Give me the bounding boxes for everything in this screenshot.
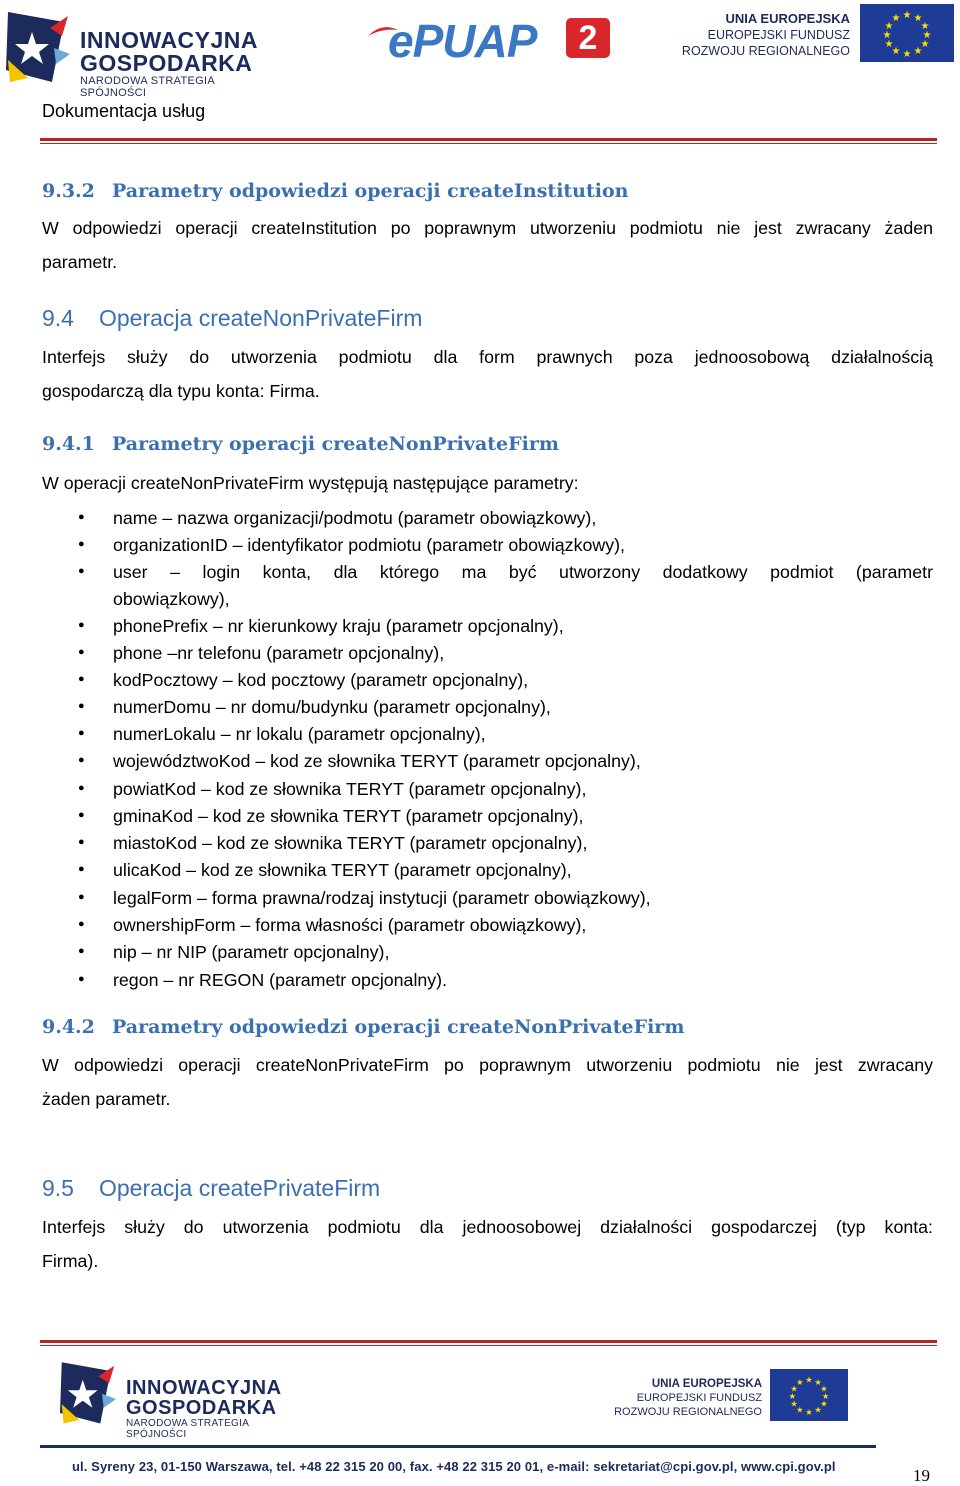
section-9-5-paragraph-line1: Interfejs służy do utworzenia podmiotu dla jednoosobowej działalności gospodarczej (typ konta: (42, 1217, 933, 1237)
header-rule (40, 138, 937, 141)
section-9-3-2-paragraph-line2: parametr. (42, 252, 118, 272)
bullet-icon: ● (78, 782, 85, 794)
bullet-icon: ● (78, 863, 85, 875)
section-9-5-number: 9.5 (42, 1175, 74, 1201)
svg-text:★: ★ (821, 1391, 830, 1402)
svg-text:★: ★ (790, 1398, 798, 1409)
svg-text:★: ★ (913, 46, 923, 57)
svg-text:★: ★ (891, 46, 901, 57)
section-9-4-2-number: 9.4.2 (42, 1016, 95, 1038)
footer-eu-flag-icon (770, 1369, 848, 1421)
list-item: legalForm – forma prawna/rodzaj instytucji (parametr obowiązkowy), (113, 888, 651, 908)
list-item (113, 559, 933, 613)
list-item-line1: user – login konta, dla którego ma być utworzony dodatkowy podmiot (parametr (113, 562, 933, 582)
svg-text:★: ★ (796, 1404, 804, 1415)
section-9-4-1-intro: W operacji createNonPrivateFirm występują następujące parametry: (42, 473, 579, 493)
list-item: nip – nr NIP (parametr opcjonalny), (113, 942, 390, 962)
list-item: miastoKod – kod ze słownika TERYT (parametr opcjonalny), (113, 833, 588, 853)
bullet-icon: ● (78, 809, 85, 821)
bullet-icon: ● (78, 973, 85, 985)
footer-ig-logo-line3: NARODOWA STRATEGIA SPÓJNOŚCI (126, 1418, 249, 1440)
bullet-icon: ● (78, 619, 85, 631)
list-item: powiatKod – kod ze słownika TERYT (parametr opcjonalny), (113, 779, 587, 799)
svg-text:★: ★ (790, 1383, 798, 1394)
section-9-3-2-title: Parametry odpowiedzi operacji createInstitution (112, 180, 629, 202)
svg-text:★: ★ (882, 30, 892, 41)
list-item: numerLokalu – nr lokalu (parametr opcjonalny), (113, 724, 486, 744)
list-item: phone –nr telefonu (parametr opcjonalny), (113, 643, 445, 663)
ig-logo-line1: INNOWACYJNA (80, 27, 259, 53)
bullet-icon: ● (78, 700, 85, 712)
section-9-4-2-title: Parametry odpowiedzi operacji createNonPrivateFirm (112, 1016, 685, 1038)
list-item: gminaKod – kod ze słownika TERYT (parametr opcjonalny), (113, 806, 584, 826)
section-9-4-2-paragraph-line1: W odpowiedzi operacji createNonPrivateFirm po poprawnym utworzeniu podmiotu nie jest zwracany (42, 1055, 933, 1075)
ue-logo-line1: UNIA EUROPEJSKA (725, 11, 850, 26)
svg-text:★: ★ (820, 1398, 828, 1409)
footer-ue-logo-line2: EUROPEJSKI FUNDUSZ (636, 1392, 762, 1404)
list-item: phonePrefix – nr kierunkowy kraju (parametr opcjonalny), (113, 616, 564, 636)
footer-address: ul. Syreny 23, 01-150 Warszawa, tel. +48 22 315 20 00, fax. +48 22 315 20 01, e-mail: sekretariat@cpi.gov.pl, www.cpi.gov.pl (72, 1459, 836, 1474)
section-9-3-2-number: 9.3.2 (42, 180, 95, 202)
page-number: 19 (913, 1466, 930, 1485)
bullet-icon: ● (78, 945, 85, 957)
section-9-4-title: Operacja createNonPrivateFirm (99, 305, 423, 331)
list-item: regon – nr REGON (parametr opcjonalny). (113, 970, 448, 990)
svg-text:★: ★ (920, 39, 930, 50)
footer-ue-logo-text (614, 1377, 762, 1419)
epuap-logo-number: 2 (566, 18, 610, 58)
bullet-icon: ● (78, 511, 85, 523)
svg-text:★: ★ (884, 21, 894, 32)
ig-logo-line3: NARODOWA STRATEGIA SPÓJNOŚCI (80, 75, 215, 99)
svg-text:★: ★ (788, 1391, 797, 1402)
footer-ue-logo-line3: ROZWOJU REGIONALNEGO (614, 1406, 762, 1418)
footer-ue-logo-line1: UNIA EUROPEJSKA (651, 1378, 762, 1390)
footer-top-rule (40, 1340, 937, 1343)
footer-ig-logo-line2: GOSPODARKA (126, 1397, 277, 1419)
bullet-icon: ● (78, 836, 85, 848)
list-item: kodPocztowy – kod pocztowy (parametr opcjonalny), (113, 670, 529, 690)
bullet-icon: ● (78, 646, 85, 658)
section-9-4-paragraph-line2: gospodarczą dla typu konta: Firma. (42, 381, 320, 401)
bullet-icon: ● (78, 565, 85, 577)
section-9-4-1-title: Parametry operacji createNonPrivateFirm (112, 433, 559, 455)
header-rule-thin (40, 143, 937, 144)
list-item: województwoKod – kod ze słownika TERYT (parametr opcjonalny), (113, 751, 641, 771)
svg-text:★: ★ (913, 13, 923, 24)
bullet-icon: ● (78, 754, 85, 766)
svg-text:★: ★ (805, 1406, 813, 1417)
epuap-logo (368, 14, 612, 67)
bullet-icon: ● (78, 673, 85, 685)
section-9-5-title: Operacja createPrivateFirm (99, 1175, 381, 1201)
svg-text:★: ★ (891, 13, 901, 24)
list-item: organizationID – identyfikator podmiotu (parametr obowiązkowy), (113, 535, 625, 555)
bullet-icon: ● (78, 538, 85, 550)
list-item: name – nazwa organizacji/podmotu (parametr obowiązkowy), (113, 508, 597, 528)
section-9-4-number: 9.4 (42, 305, 74, 331)
epuap-logo-text: ePUAP (388, 15, 537, 67)
ig-star-icon (6, 8, 70, 84)
list-item: numerDomu – nr domu/budynku (parametr opcjonalny), (113, 697, 551, 717)
section-9-3-2-paragraph-line1: W odpowiedzi operacji createInstitution po poprawnym utworzeniu podmiotu nie jest zwracany żaden (42, 218, 933, 238)
section-9-4-1-number: 9.4.1 (42, 433, 95, 455)
document-title: Dokumentacja usług (42, 101, 206, 121)
innowacyjna-gospodarka-logo (6, 8, 276, 99)
bullet-icon: ● (78, 891, 85, 903)
ue-logo-text (682, 11, 850, 59)
footer-ig-logo-line1: INNOWACYJNA (126, 1377, 282, 1399)
ig-logo-line2: GOSPODARKA (80, 50, 253, 76)
svg-text:★: ★ (902, 49, 912, 60)
svg-text:★: ★ (920, 21, 930, 32)
footer-ig-star-icon (60, 1358, 116, 1426)
ue-logo-line3: ROZWOJU REGIONALNEGO (681, 44, 850, 58)
eu-flag-icon (860, 4, 954, 62)
svg-text:★: ★ (796, 1377, 804, 1388)
svg-text:★: ★ (814, 1404, 822, 1415)
bullet-icon: ● (78, 727, 85, 739)
svg-text:★: ★ (805, 1374, 813, 1385)
ue-logo-line2: EUROPEJSKI FUNDUSZ (707, 28, 850, 42)
list-item-line2: obowiązkowy), (113, 589, 230, 609)
svg-text:★: ★ (884, 39, 894, 50)
section-9-5-paragraph-line2: Firma). (42, 1251, 99, 1271)
svg-text:★: ★ (814, 1377, 822, 1388)
section-9-4-paragraph-line1: Interfejs służy do utworzenia podmiotu dla form prawnych poza jednoosobową działalnością (42, 347, 933, 367)
footer-top-rule-thin (40, 1345, 937, 1346)
list-item: ownershipForm – forma własności (parametr obowiązkowy), (113, 915, 587, 935)
footer-address-rule (40, 1445, 876, 1448)
footer-innowacyjna-gospodarka-logo (60, 1356, 300, 1440)
list-item: ulicaKod – kod ze słownika TERYT (parametr opcjonalny), (113, 860, 572, 880)
svg-text:★: ★ (820, 1383, 828, 1394)
bullet-icon: ● (78, 918, 85, 930)
svg-text:★: ★ (902, 10, 912, 21)
section-9-4-2-paragraph-line2: żaden parametr. (42, 1089, 171, 1109)
svg-text:★: ★ (922, 30, 932, 41)
